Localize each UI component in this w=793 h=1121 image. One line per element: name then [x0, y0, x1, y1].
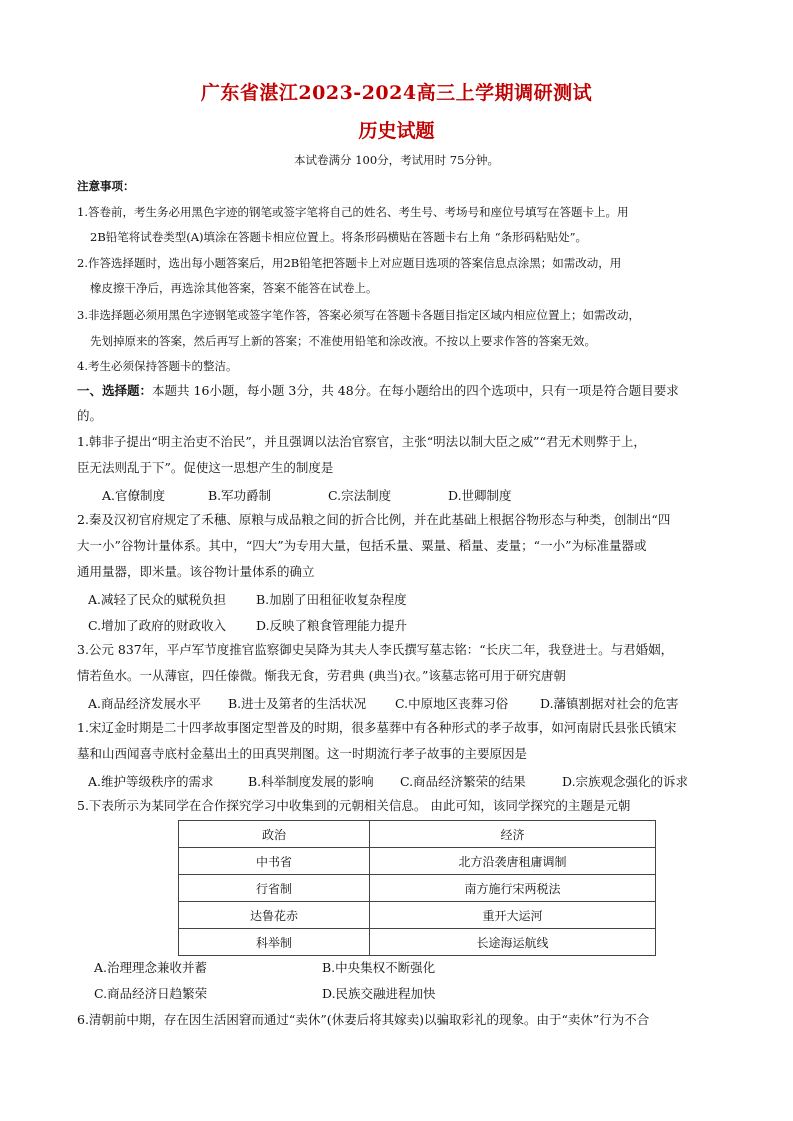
q4-option-a: A.维护等级秩序的需求 [88, 774, 214, 789]
exam-meta: 本试卷满分 100分，考试用时 75分钟。 [294, 153, 499, 167]
table-row [179, 848, 656, 875]
table-header-row [179, 821, 656, 848]
question-4-stem-cont: 墓和山西闻喜寺底村金墓出土的田真哭荆图。这一时期流行孝子故事的主要原因是 [77, 746, 528, 761]
q3-option-a: A.商品经济发展水平 [88, 696, 202, 711]
note-line: 3.非选择题必须用黑色字迹钢笔或签字笔作答，答案必须写在答题卡各题目指定区域内相应位置上；如需改动， [77, 308, 640, 322]
question-1-stem-cont: 臣无法则乱于下”。促使这一思想产生的制度是 [77, 460, 334, 475]
note-line: 橡皮擦干净后，再选涂其他答案，答案不能答在试卷上。 [90, 281, 378, 295]
table-cell: 科举制 [179, 929, 370, 956]
table-header-cell: 政治 [179, 821, 370, 848]
page-subtitle: 历史试题 [358, 120, 435, 142]
q4-option-b: B.科举制度发展的影响 [248, 774, 374, 789]
question-6-stem: 6.清朝前中期，存在因生活困窘而通过“卖休”(休妻后将其嫁卖)以骗取彩礼的现象。由于“卖休”行为不合 [77, 1012, 650, 1027]
table-header-cell: 经济 [370, 821, 656, 848]
question-3-stem-cont: 情若鱼水。一从薄宦，四任傣微。惭我无食，劳君典 (典当)衣。”该墓志铭可用于研究唐朝 [77, 668, 566, 683]
yuan-info-table [178, 820, 656, 956]
table-row [179, 902, 656, 929]
q3-option-c: C.中原地区丧葬习俗 [395, 696, 509, 711]
table-row [179, 875, 656, 902]
section-intro-text: 本题共 16小题，每小题 3分，共 48分。在每小题给出的四个选项中，只有一项是符合题目要求 [152, 383, 679, 398]
section-heading: 一、选择题： [77, 383, 153, 398]
question-2-stem-cont: 通用量器，即米量。该谷物计量体系的确立 [77, 564, 315, 579]
table-row [179, 929, 656, 956]
table-cell: 北方沿袭唐租庸调制 [370, 848, 656, 875]
table-cell: 达鲁花赤 [179, 902, 370, 929]
question-4-stem: 1.宋辽金时期是二十四孝故事图定型普及的时期，很多墓葬中有各种形式的孝子故事，如河南尉氏县张氏镇宋 [77, 720, 677, 735]
note-line: 先划掉原来的答案，然后再写上新的答案；不准使用铅笔和涂改液。不按以上要求作答的答案无效。 [90, 334, 596, 348]
note-line: 2B铅笔将试卷类型(A)填涂在答题卡相应位置上。将条形码横贴在答题卡右上角 “条形码粘贴处”。 [90, 230, 587, 244]
question-2-stem-cont: 大一小”谷物计量体系。其中，“四大”为专用大量，包括禾量、粟量、稻量、麦量；“一小”为标准量器或 [77, 538, 647, 553]
table-cell: 重开大运河 [370, 902, 656, 929]
q2-option-a: A.减轻了民众的赋税负担 [88, 592, 227, 607]
table-cell: 南方施行宋两税法 [370, 875, 656, 902]
q5-option-c: C.商品经济日趋繁荣 [94, 986, 208, 1001]
q1-option-d: D.世卿制度 [448, 488, 512, 503]
q5-option-d: D.民族交融进程加快 [322, 986, 436, 1001]
table-cell: 中书省 [179, 848, 370, 875]
question-1-stem: 1.韩非子提出“明主治吏不治民”，并且强调以法治官察官，主张“明法以制大臣之威”“君无术则弊于上， [77, 434, 646, 449]
table-cell: 行省制 [179, 875, 370, 902]
question-3-stem: 3.公元 837年，平卢军节度推官监察御史吴降为其夫人李氏撰写墓志铭：“长庆二年，我登进士。与君婚姻， [77, 642, 674, 657]
notes-heading: 注意事项： [77, 179, 135, 193]
question-2-stem: 2.秦及汉初官府规定了禾穗、原粮与成品粮之间的折合比例，并在此基础上根据谷物形态与种类，创制出“四 [77, 512, 671, 527]
page-title: 广东省湛江2023-2024高三上学期调研测试 [200, 82, 593, 104]
q3-option-b: B.进士及第者的生活状况 [228, 696, 367, 711]
q3-option-d: D.藩镇割据对社会的危害 [540, 696, 679, 711]
q2-option-c: C.增加了政府的财政收入 [88, 618, 227, 633]
q5-option-b: B.中央集权不断强化 [322, 960, 436, 975]
note-line: 4.考生必须保持答题卡的整洁。 [77, 359, 238, 373]
section-intro-cont: 的。 [77, 408, 103, 423]
q1-option-b: B.军功爵制 [208, 488, 272, 503]
q2-option-b: B.加剧了田租征收复杂程度 [256, 592, 407, 607]
table-cell: 长途海运航线 [370, 929, 656, 956]
q2-option-d: D.反映了粮食管理能力提升 [256, 618, 408, 633]
question-5-stem: 5.下表所示为某同学在合作探究学习中收集到的元朝相关信息。 由此可知，该同学探究的主题是元朝 [77, 798, 631, 813]
q4-option-d: D.宗族观念强化的诉求 [562, 774, 689, 789]
q1-option-c: C.宗法制度 [328, 488, 392, 503]
note-line: 1.答卷前，考生务必用黑色字迹的钢笔或签字笔将自己的姓名、考生号、考场号和座位号填写在答题卡上。用 [77, 205, 629, 219]
q5-option-a: A.治理理念兼收并蓄 [94, 960, 208, 975]
note-line: 2.作答选择题时，选出每小题答案后，用2B铅笔把答题卡上对应题目选项的答案信息点涂黑；如需改动，用 [77, 256, 622, 270]
section-intro [77, 383, 679, 399]
q1-option-a: A.官僚制度 [102, 488, 166, 503]
q4-option-c: C.商品经济繁荣的结果 [400, 774, 526, 789]
